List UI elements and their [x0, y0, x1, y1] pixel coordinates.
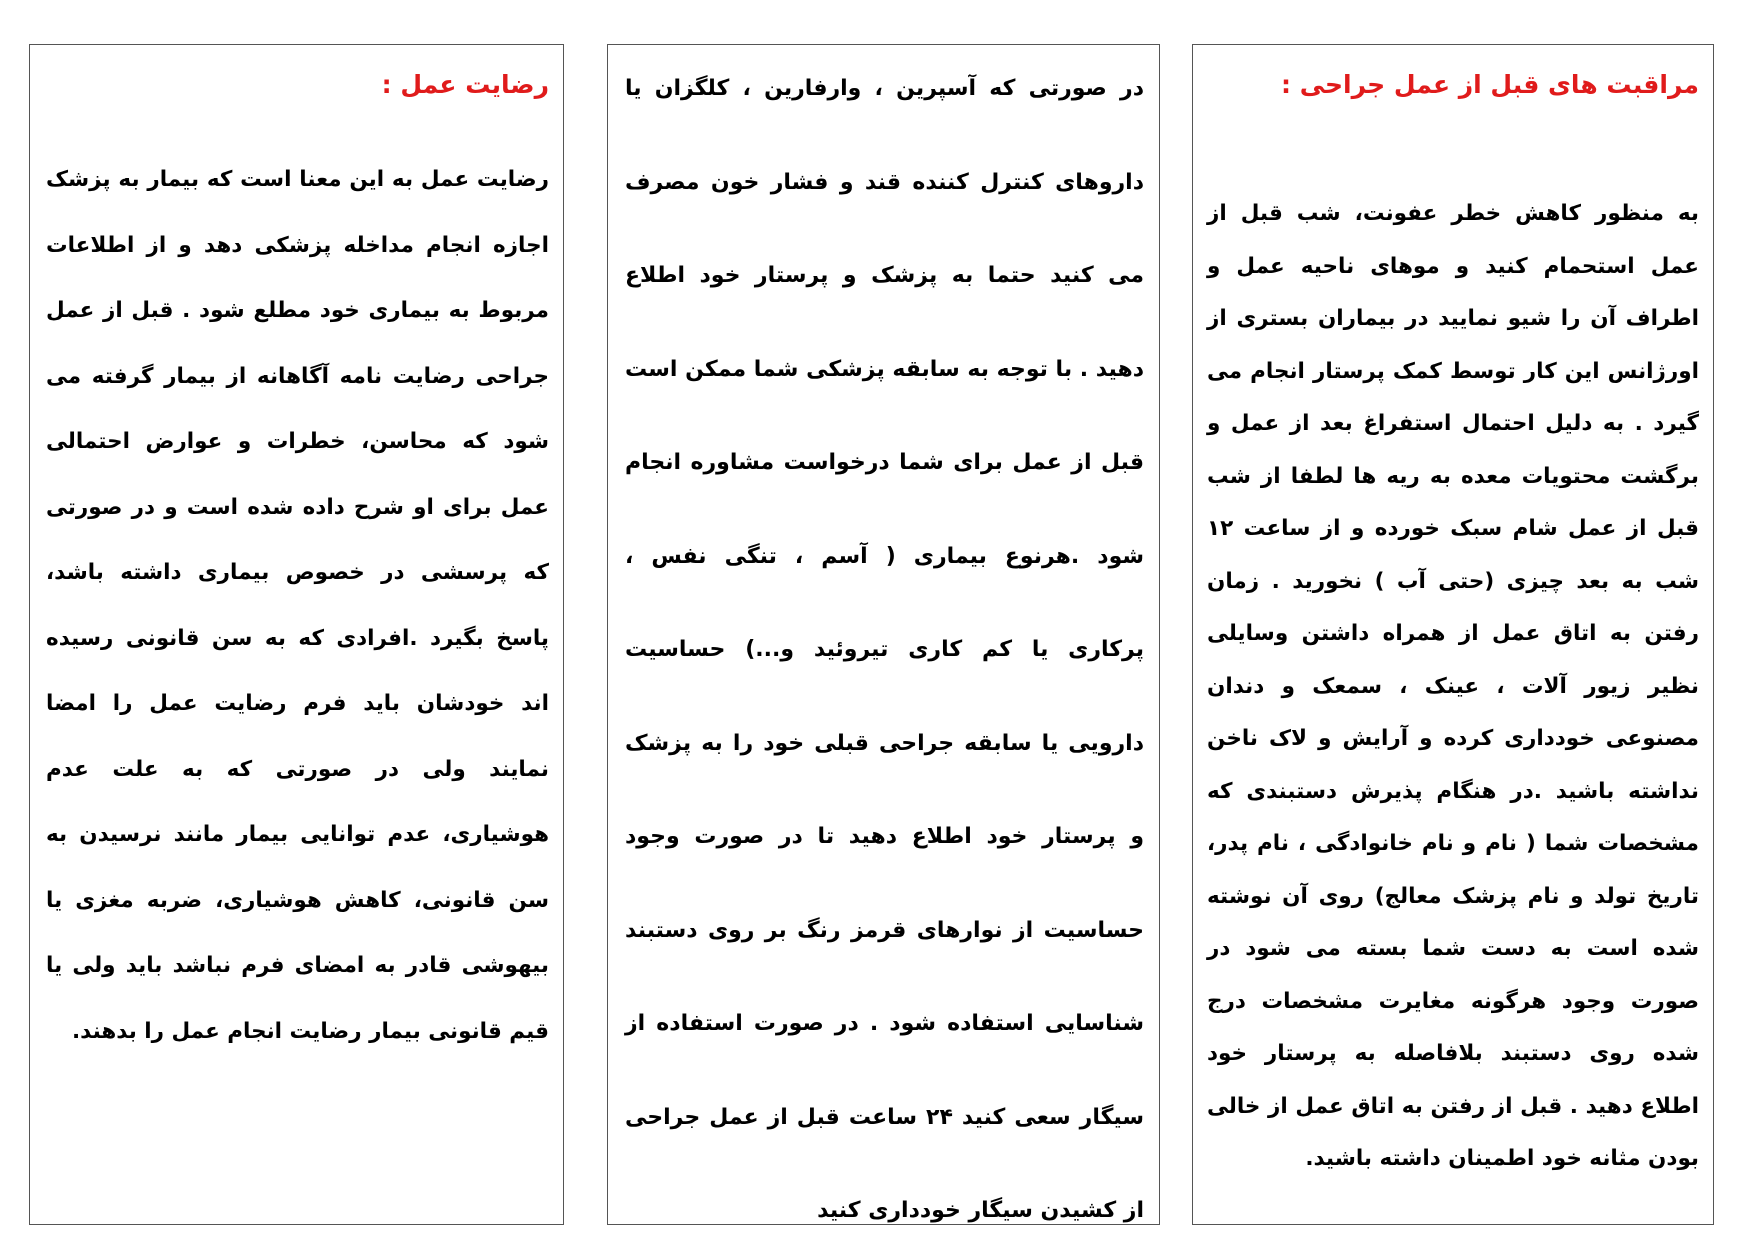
preop-care-title: مراقبت های قبل از عمل جراحی : — [1281, 70, 1699, 99]
consent-panel — [29, 44, 564, 1225]
medication-panel — [607, 44, 1160, 1225]
preop-care-body: به منظور کاهش خطر عفونت، شب قبل از عمل استحمام کنید و موهای ناحیه عمل و اطراف آن را شیو نمایید در بیماران بستری از اورژانس این کار توسط کمک پرستار انجام می گیرد . به دلیل احتمال استفراغ بعد از عمل و برگشت محتویات معده به ریه ها لطفا از شب قبل از عمل شام سبک خورده و از ساعت ۱۲ شب به بعد چیزی (حتی آب ) نخورید . زمان رفتن به اتاق عمل از همراه داشتن وسایلی نظیر زیور آلات ، عینک ، سمعک و دندان مصنوعی خودداری کرده و آرایش و لاک ناخن نداشته باشید .در هنگام پذیرش دستبندی که مشخصات شما ( نام و نام خانوادگی ، نام پدر، تاریخ تولد و نام پزشک معالج) روی آن نوشته شده است به دست شما بسته می شود در صورت وجود هرگونه مغایرت مشخصات درج شده روی دستبند بلافاصله به پرستار خود اطلاع دهید . قبل از رفتن به اتاق عمل از خالی بودن مثانه خود اطمینان داشته باشید. — [1207, 201, 1699, 1171]
consent-body: رضایت عمل به این معنا است که بیمار به پزشک اجازه انجام مداخله پزشکی دهد و از اطلاعات مربوط به بیماری خود مطلع شود . قبل از عمل جراحی رضایت نامه آگاهانه از بیمار گرفته می شود که محاسن، خطرات و عوارض احتمالی عمل برای او شرح داده شده است و در صورتی که پرسشی در خصوص بیماری داشته باشد، پاسخ بگیرد .افرادی که به سن قانونی رسیده اند خودشان باید فرم رضایت عمل را امضا نمایند ولی در صورتی که به علت عدم هوشیاری، عدم توانایی بیمار مانند نرسیدن به سن قانونی، کاهش هوشیاری، ضربه مغزی یا بیهوشی قادر به امضای فرم نباشد باید ولی یا قیم قانونی بیمار رضایت انجام عمل را بدهند. — [46, 167, 549, 1044]
preop-care-panel — [1192, 44, 1714, 1225]
consent-title: رضایت عمل : — [381, 70, 549, 99]
medication-body: در صورتی که آسپرین ، وارفارین ، کلگزان یا داروهای کنترل کننده قند و فشار خون مصرف می کنید حتما به پزشک و پرستار خود اطلاع دهید . با توجه به سابقه پزشکی شما ممکن است قبل از عمل برای شما درخواست مشاوره انجام شود .هرنوع بیماری ( آسم ، تنگی نفس ، پرکاری یا کم کاری تیروئید و...) حساسیت دارویی یا سابقه جراحی قبلی خود را به پزشک و پرستار خود اطلاع دهید تا در صورت وجود حساسیت از نوارهای قرمز رنگ بر روی دستبند شناسایی استفاده شود . در صورت استفاده از سیگار سعی کنید ۲۴ ساعت قبل از عمل جراحی از کشیدن سیگار خودداری کنید — [625, 76, 1144, 1223]
